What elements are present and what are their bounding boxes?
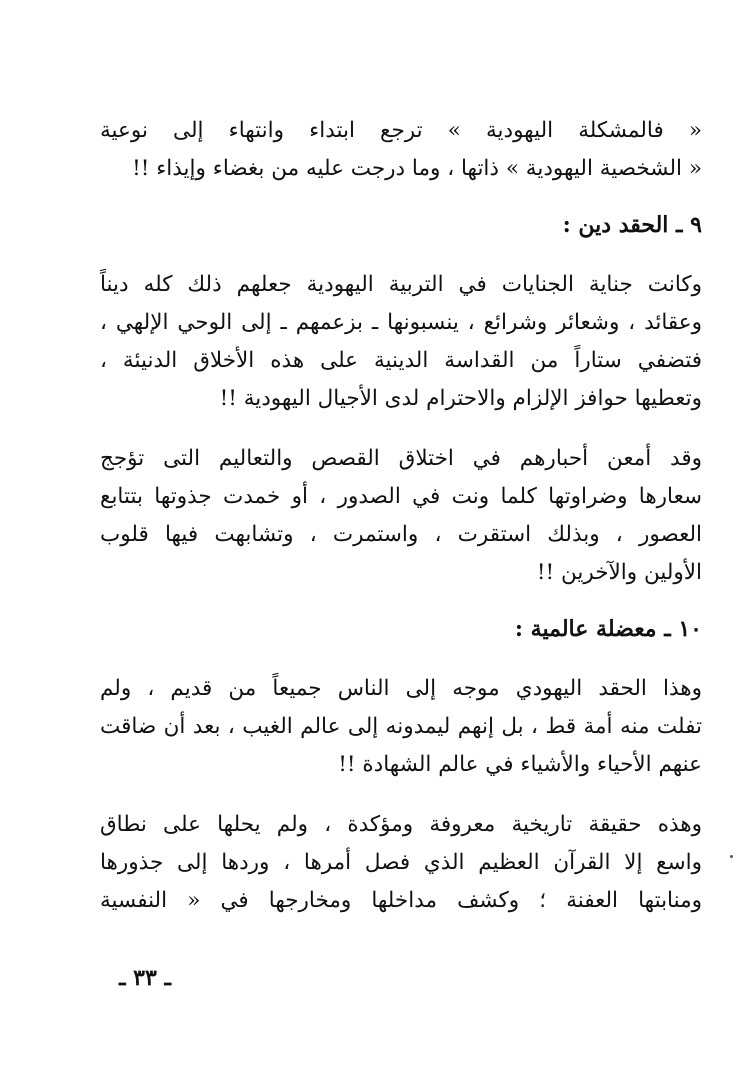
scan-speck <box>730 855 733 858</box>
text-line: الأولين والآخرين !! <box>536 560 702 585</box>
text-line: واسع إلا القرآن العظيم الذي فصل أمرها ، وردها إلى جذورها <box>100 850 702 875</box>
text-line: فتضفي ستاراً من القداسة الدينية على هذه الأخلاق الدنيئة ، <box>100 348 702 373</box>
text-line: سعارها وضراوتها كلما ونت في الصدور ، أو خمدت جذوتها بتتابع <box>100 484 702 509</box>
section-heading: ١٠ ـ معضلة عالمية : <box>514 616 702 642</box>
text-line: وتعطيها حوافز الإلزام والاحترام لدى الأجيال اليهودية !! <box>219 386 702 411</box>
text-line: تفلت منه أمة قط ، بل إنهم ليمدونه إلى عالم الغيب ، بعد أن ضاقت <box>100 714 702 739</box>
text-line: وهذا الحقد اليهودي موجه إلى الناس جميعاً من قديم ، ولم <box>100 676 702 701</box>
paragraph <box>100 440 702 592</box>
text-line: عنهم الأحياء والأشياء في عالم الشهادة !! <box>338 752 702 777</box>
text-line: وهذه حقيقة تاريخية معروفة ومؤكدة ، ولم يحلها على نطاق <box>100 812 702 837</box>
text-line: « فالمشكلة اليهودية » ترجع ابتداء وانتهاء إلى نوعية <box>100 118 702 143</box>
page-number: ـ ٣٣ ـ <box>119 965 171 991</box>
paragraph <box>100 266 702 418</box>
paragraph <box>100 670 702 784</box>
text-line: ومنابتها العفنة ؛ وكشف مداخلها ومخارجها في « النفسية <box>100 888 702 913</box>
text-line: وكانت جناية الجنايات في التربية اليهودية جعلهم ذلك كله ديناً <box>100 272 702 297</box>
text-line: وعقائد ، وشعائر وشرائع ، ينسبونها ـ بزعمهم ـ إلى الوحي الإلهي ، <box>100 310 702 335</box>
page-body <box>100 112 702 920</box>
text-line: وقد أمعن أحبارهم في اختلاق القصص والتعاليم التى تؤجج <box>100 446 702 471</box>
text-line: « الشخصية اليهودية » ذاتها ، وما درجت عليه من بغضاء وإيذاء !! <box>132 156 702 181</box>
paragraph <box>100 806 702 920</box>
paragraph <box>100 112 702 188</box>
section-heading: ٩ ـ الحقد دين : <box>562 212 702 238</box>
text-line: العصور ، وبذلك استقرت ، واستمرت ، وتشابهت فيها قلوب <box>100 522 702 547</box>
